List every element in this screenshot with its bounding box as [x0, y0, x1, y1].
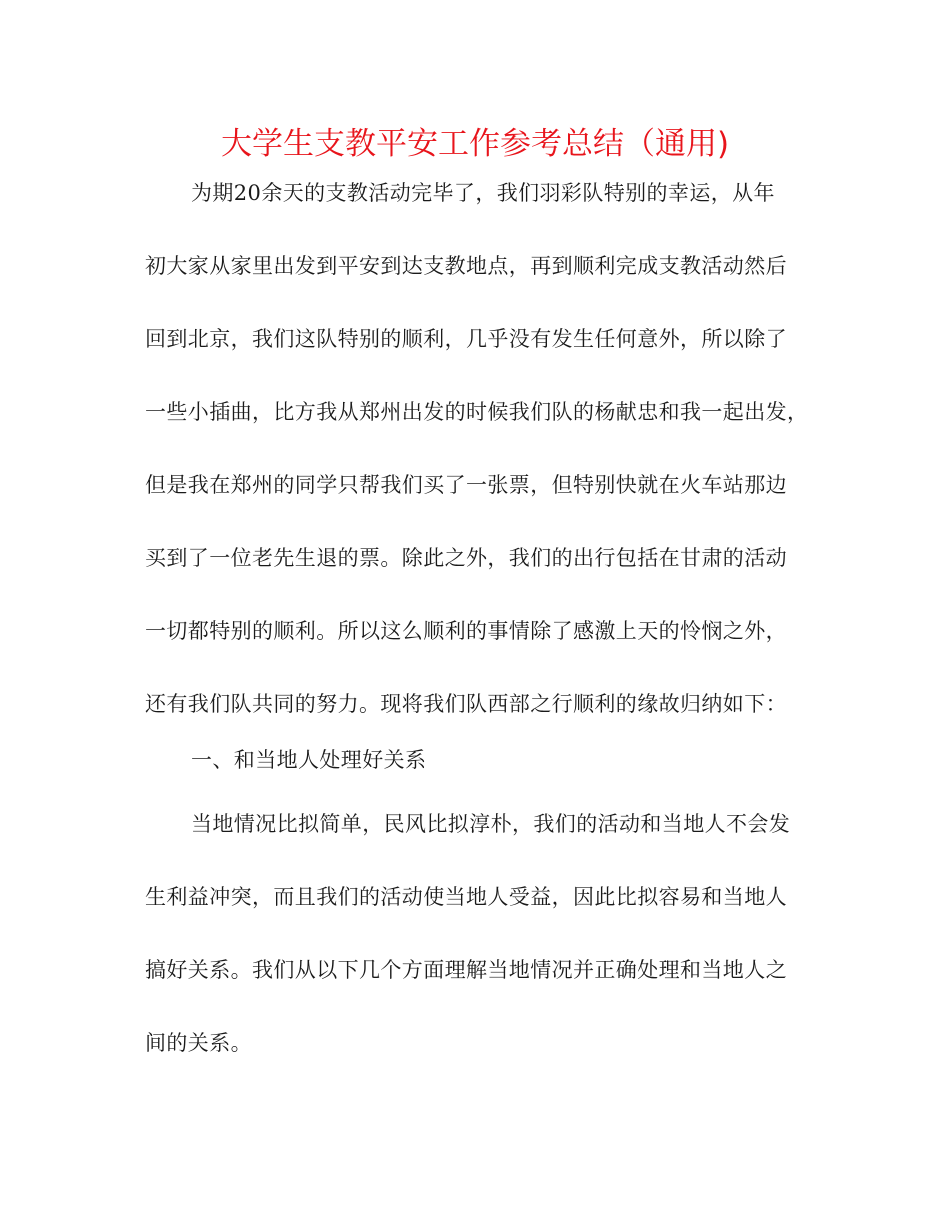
document-title: 大学生支教平安工作参考总结（通用) — [220, 126, 730, 162]
paragraph-line: 一些小插曲，比方我从郑州出发的时候我们队的杨献忠和我一起出发， — [145, 400, 809, 424]
paragraph-line: 还有我们队共同的努力。现将我们队西部之行顺利的缘故归纳如下： — [145, 692, 787, 716]
paragraph-line: 但是我在郑州的同学只帮我们买了一张票，但特别快就在火车站那边 — [145, 473, 787, 497]
paragraph-line: 生利益冲突，而且我们的活动使当地人受益，因此比拟容易和当地人 — [145, 885, 787, 909]
paragraph-line: 间的关系。 — [145, 1031, 252, 1055]
paragraph-line: 回到北京，我们这队特别的顺利，几乎没有发生任何意外，所以除了 — [145, 327, 787, 351]
paragraph-line: 当地情况比拟简单，民风比拟淳朴，我们的活动和当地人不会发 — [191, 812, 791, 836]
paragraph-line: 买到了一位老先生退的票。除此之外，我们的出行包括在甘肃的活动 — [145, 546, 787, 570]
paragraph-line: 一切都特别的顺利。所以这么顺利的事情除了感激上天的怜悯之外， — [145, 619, 787, 643]
paragraph-line: 搞好关系。我们从以下几个方面理解当地情况并正确处理和当地人之 — [145, 958, 787, 982]
paragraph-line: 为期20余天的支教活动完毕了，我们羽彩队特别的幸运，从年 — [191, 181, 775, 205]
paragraph-line: 初大家从家里出发到平安到达支教地点，再到顺利完成支教活动然后 — [145, 254, 787, 278]
section-heading: 一、和当地人处理好关系 — [191, 748, 427, 772]
